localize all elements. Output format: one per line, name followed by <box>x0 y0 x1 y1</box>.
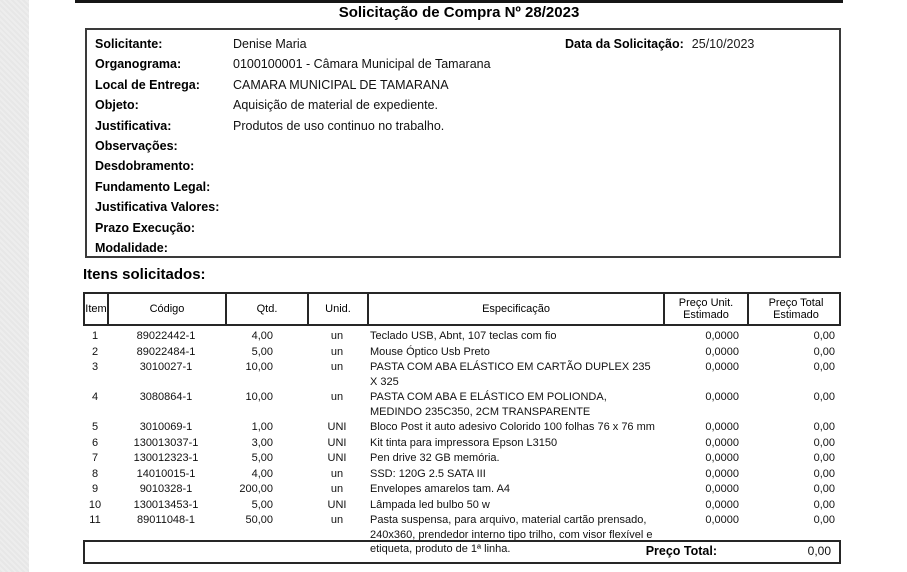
title-rule <box>75 0 843 3</box>
cell-codigo: 89011048-1 <box>137 514 195 526</box>
cell-unid: un <box>330 483 344 495</box>
cell-unid: un <box>330 467 344 480</box>
header-field-label: Modalidade: <box>95 240 168 255</box>
grand-total-label: Preço Total: <box>645 544 717 558</box>
cell-unid: UNI <box>327 436 347 449</box>
cell-preco-total: 0,00 <box>813 345 835 358</box>
header-field-label: Objeto: <box>95 98 139 113</box>
header-field-row <box>95 197 839 217</box>
column-header-qtd: Qtd. <box>227 294 309 324</box>
header-field-row <box>95 238 839 258</box>
cell-preco-total: 0,00 <box>813 391 835 403</box>
cell-especificacao: PASTA COM ABA E ELÁSTICO EM POLIONDA, MEDINDO 235C350, 2CM TRANSPARENTE <box>370 391 607 418</box>
column-header-item: Item <box>85 294 109 324</box>
cell-preco-total: 0,00 <box>813 436 835 449</box>
cell-unid: un <box>330 330 344 342</box>
cell-preco-unit: 0,0000 <box>705 345 739 358</box>
request-date-label: Data da Solicitação: <box>565 37 684 51</box>
cell-preco-unit: 0,0000 <box>705 514 739 526</box>
header-field-value: Denise Maria <box>233 37 307 51</box>
header-field-label: Justificativa Valores: <box>95 200 220 215</box>
header-field-row <box>95 54 839 74</box>
table-row <box>83 467 841 482</box>
cell-preco-unit: 0,0000 <box>705 421 739 433</box>
cell-qtd: 5,00 <box>251 498 273 511</box>
cell-preco-total: 0,00 <box>813 330 835 342</box>
cell-unid: UNI <box>327 452 347 464</box>
cell-qtd: 10,00 <box>245 361 273 373</box>
cell-preco-unit: 0,0000 <box>705 483 739 495</box>
table-row <box>83 498 841 513</box>
table-row <box>83 329 841 344</box>
header-field-row <box>95 177 839 197</box>
column-header-especificacao: Especificação <box>369 294 665 324</box>
cell-codigo: 130013037-1 <box>133 436 199 449</box>
cell-preco-total: 0,00 <box>813 452 835 464</box>
header-field-label: Solicitante: <box>95 37 163 51</box>
cell-unid: UNI <box>327 498 347 511</box>
request-date-value: 25/10/2023 <box>691 37 755 51</box>
cell-especificacao: Kit tinta para impressora Epson L3150 <box>370 436 558 449</box>
request-date-field <box>565 34 754 54</box>
cell-preco-total: 0,00 <box>813 361 835 373</box>
cell-especificacao: Mouse Óptico Usb Preto <box>370 345 490 358</box>
header-field-value: Produtos de uso continuo no trabalho. <box>233 118 445 133</box>
table-row <box>83 360 841 389</box>
cell-item: 6 <box>91 436 99 449</box>
header-field-value: CAMARA MUNICIPAL DE TAMARANA <box>233 77 449 92</box>
table-row <box>83 390 841 419</box>
cell-item: 3 <box>91 361 99 373</box>
cell-item: 7 <box>91 452 99 464</box>
cell-qtd: 4,00 <box>251 467 273 480</box>
header-field-row <box>95 95 839 115</box>
cell-codigo: 3010069-1 <box>139 421 193 433</box>
cell-item: 10 <box>88 498 102 511</box>
header-field-row <box>95 75 839 95</box>
cell-qtd: 200,00 <box>239 483 273 495</box>
items-table <box>83 292 841 558</box>
cell-qtd: 10,00 <box>245 391 273 403</box>
cell-qtd: 50,00 <box>245 514 273 526</box>
header-field-label: Fundamento Legal: <box>95 179 211 194</box>
column-header-preco-total: Preço Total Estimado <box>768 297 824 321</box>
cell-especificacao: Teclado USB, Abnt, 107 teclas com fio <box>370 330 557 342</box>
cell-item: 8 <box>91 467 99 480</box>
cell-preco-total: 0,00 <box>813 498 835 511</box>
cell-qtd: 1,00 <box>251 421 273 433</box>
cell-item: 5 <box>91 421 99 433</box>
cell-codigo: 9010328-1 <box>139 483 193 495</box>
cell-unid: un <box>330 361 344 373</box>
table-row <box>83 451 841 466</box>
cell-item: 11 <box>89 514 101 526</box>
cell-item: 9 <box>91 483 99 495</box>
cell-preco-unit: 0,0000 <box>705 498 739 511</box>
items-section-heading: Itens solicitados: <box>83 266 206 283</box>
grand-total-box <box>83 540 841 564</box>
items-table-header <box>83 292 841 326</box>
column-header-codigo: Código <box>109 294 227 324</box>
cell-preco-unit: 0,0000 <box>705 330 739 342</box>
cell-preco-unit: 0,0000 <box>705 361 739 373</box>
header-field-row <box>95 156 839 176</box>
cell-especificacao: PASTA COM ABA ELÁSTICO EM CARTÃO DUPLEX 235 X 325 <box>370 361 651 388</box>
cell-unid: un <box>330 345 344 358</box>
column-header-unid: Unid. <box>309 294 369 324</box>
header-field-label: Justificativa: <box>95 118 172 133</box>
header-field-row <box>95 116 839 136</box>
cell-codigo: 89022442-1 <box>136 330 196 342</box>
table-row <box>83 420 841 435</box>
header-field-row <box>95 136 839 156</box>
cell-unid: UNI <box>327 421 347 433</box>
column-header-preco-unit: Preço Unit. Estimado <box>665 294 749 324</box>
table-row <box>83 482 841 497</box>
cell-codigo: 3080864-1 <box>139 391 193 403</box>
cell-codigo: 3010027-1 <box>139 361 193 373</box>
cell-preco-total: 0,00 <box>813 483 835 495</box>
cell-especificacao: Pasta suspensa, para arquivo, material cartão prensado, 240x360, prendedor interno tipo trilho, com visor flexível e etiqueta, produto de 1ª linha. <box>370 514 653 555</box>
cell-preco-unit: 0,0000 <box>705 467 739 480</box>
cell-qtd: 5,00 <box>251 345 273 358</box>
header-field-label: Organograma: <box>95 57 182 72</box>
cell-item: 2 <box>91 345 99 358</box>
header-field-label: Desdobramento: <box>95 159 195 174</box>
cell-preco-total: 0,00 <box>813 421 835 433</box>
cell-qtd: 3,00 <box>251 436 273 449</box>
cell-especificacao: Lâmpada led bulbo 50 w <box>370 498 490 511</box>
header-field-value: 0100100001 - Câmara Municipal de Tamarana <box>233 57 491 72</box>
cell-codigo: 130013453-1 <box>133 498 199 511</box>
cell-preco-unit: 0,0000 <box>705 391 739 403</box>
header-field-value: Aquisição de material de expediente. <box>233 98 438 113</box>
cell-preco-total: 0,00 <box>813 514 835 526</box>
page-margin-strip <box>0 0 29 572</box>
cell-especificacao: SSD: 120G 2.5 SATA III <box>370 467 486 480</box>
cell-item: 4 <box>91 391 99 403</box>
header-field-label: Observações: <box>95 138 178 153</box>
items-table-body <box>83 326 841 557</box>
cell-unid: un <box>330 391 344 403</box>
page-title: Solicitação de Compra Nº 28/2023 <box>338 4 580 21</box>
cell-codigo: 89022484-1 <box>136 345 196 358</box>
cell-qtd: 4,00 <box>251 330 273 342</box>
cell-especificacao: Bloco Post it auto adesivo Colorido 100 folhas 76 x 76 mm <box>370 421 655 433</box>
cell-preco-unit: 0,0000 <box>705 436 739 449</box>
header-field-label: Prazo Execução: <box>95 220 196 235</box>
cell-item: 1 <box>91 330 99 342</box>
table-row <box>83 436 841 451</box>
cell-especificacao: Pen drive 32 GB memória. <box>370 452 500 464</box>
cell-especificacao: Envelopes amarelos tam. A4 <box>370 483 511 495</box>
cell-qtd: 5,00 <box>251 452 273 464</box>
cell-codigo: 14010015-1 <box>136 467 196 480</box>
header-field-row <box>95 218 839 238</box>
grand-total-value: 0,00 <box>807 544 831 558</box>
cell-unid: un <box>330 514 344 526</box>
info-fields <box>95 34 839 258</box>
cell-codigo: 130012323-1 <box>133 452 199 464</box>
table-row <box>83 345 841 360</box>
cell-preco-unit: 0,0000 <box>705 452 739 464</box>
request-header-box <box>85 28 841 258</box>
header-field-label: Local de Entrega: <box>95 77 200 92</box>
cell-preco-total: 0,00 <box>813 467 835 480</box>
